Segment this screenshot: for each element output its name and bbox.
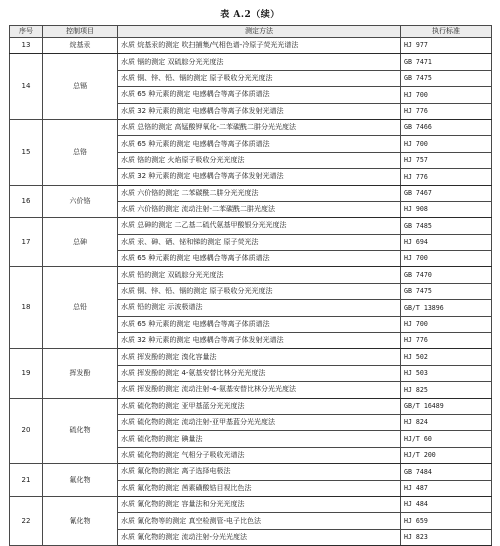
- cell-seq-no: 16: [10, 185, 43, 218]
- cell-method: 水质 六价铬的测定 二苯碳酰二肼分光光度法: [118, 185, 401, 201]
- cell-method: 水质 65 种元素的测定 电感耦合等离子体质谱法: [118, 316, 401, 332]
- cell-method: 水质 烷基汞的测定 吹扫捕集/气相色谱-冷原子荧光光谱法: [118, 38, 401, 54]
- cell-method: 水质 硫化物的测定 气相分子吸收光谱法: [118, 447, 401, 463]
- cell-seq-no: 15: [10, 119, 43, 185]
- cell-standard: HJ 776: [401, 333, 492, 349]
- cell-standard: GB/T 13896: [401, 300, 492, 316]
- cell-seq-no: 20: [10, 398, 43, 464]
- cell-standard: GB 7475: [401, 283, 492, 299]
- cell-method: 水质 六价铬的测定 流动注射-二苯碳酰二肼光度法: [118, 201, 401, 217]
- cell-control-item: 总镉: [43, 54, 118, 120]
- cell-standard: GB 7475: [401, 70, 492, 86]
- table-row: [10, 349, 492, 365]
- cell-control-item: 总铬: [43, 119, 118, 185]
- cell-standard: HJ/T 200: [401, 447, 492, 463]
- cell-control-item: 总砷: [43, 218, 118, 267]
- table-row: [10, 218, 492, 234]
- cell-method: 水质 硫化物的测定 碘量法: [118, 431, 401, 447]
- cell-standard: HJ 487: [401, 480, 492, 496]
- cell-standard: GB/T 16489: [401, 398, 492, 414]
- cell-seq-no: 13: [10, 38, 43, 54]
- table-row: [10, 54, 492, 70]
- cell-method: 水质 挥发酚的测定 流动注射-4-氨基安替比林分光光度法: [118, 382, 401, 398]
- cell-control-item: 六价铬: [43, 185, 118, 218]
- cell-seq-no: 14: [10, 54, 43, 120]
- header-method: 测定方法: [118, 26, 401, 38]
- cell-method: 水质 65 种元素的测定 电感耦合等离子体质谱法: [118, 87, 401, 103]
- cell-method: 水质 32 种元素的测定 电感耦合等离子体发射光谱法: [118, 169, 401, 185]
- table-row: [10, 496, 492, 512]
- cell-standard: HJ 484: [401, 496, 492, 512]
- cell-method: 水质 氰化物的测定 容量法和分光光度法: [118, 496, 401, 512]
- table-row: [10, 464, 492, 480]
- cell-method: 水质 硫化物的测定 流动注射-亚甲基蓝分光光度法: [118, 414, 401, 430]
- cell-method: 水质 铜、锌、铅、镉的测定 原子吸收分光光度法: [118, 70, 401, 86]
- cell-control-item: 挥发酚: [43, 349, 118, 398]
- cell-method: 水质 挥发酚的测定 4-氨基安替比林分光光度法: [118, 365, 401, 381]
- cell-method: 水质 铅的测定 示波极谱法: [118, 300, 401, 316]
- table-row: [10, 119, 492, 135]
- cell-standard: HJ 700: [401, 136, 492, 152]
- cell-seq-no: 22: [10, 496, 43, 545]
- cell-seq-no: 18: [10, 267, 43, 349]
- cell-method: 水质 氟化物的测定 茜素磺酸锆目视比色法: [118, 480, 401, 496]
- cell-standard: HJ 824: [401, 414, 492, 430]
- table-row: [10, 185, 492, 201]
- cell-method: 水质 总砷的测定 二乙基二硫代氨基甲酸银分光光度法: [118, 218, 401, 234]
- cell-method: 水质 总铬的测定 高锰酸钾氧化-二苯碳酰二肼分光光度法: [118, 119, 401, 135]
- cell-standard: HJ 659: [401, 513, 492, 529]
- cell-standard: GB 7466: [401, 119, 492, 135]
- cell-method: 水质 铬的测定 火焰原子吸收分光光度法: [118, 152, 401, 168]
- cell-method: 水质 镉的测定 双硫腙分光光度法: [118, 54, 401, 70]
- cell-control-item: 硫化物: [43, 398, 118, 464]
- table-body: [10, 38, 492, 546]
- cell-method: 水质 氟化物的测定 离子选择电极法: [118, 464, 401, 480]
- header-control-item: 控制项目: [43, 26, 118, 38]
- cell-standard: HJ 503: [401, 365, 492, 381]
- cell-standard: HJ 977: [401, 38, 492, 54]
- table-row: [10, 38, 492, 54]
- cell-standard: GB 7470: [401, 267, 492, 283]
- table-header-row: [10, 26, 492, 38]
- cell-method: 水质 32 种元素的测定 电感耦合等离子体发射光谱法: [118, 333, 401, 349]
- cell-control-item: 氟化物: [43, 464, 118, 497]
- cell-seq-no: 17: [10, 218, 43, 267]
- cell-standard: HJ 700: [401, 251, 492, 267]
- cell-standard: HJ 502: [401, 349, 492, 365]
- standards-table: [9, 25, 492, 546]
- cell-standard: GB 7467: [401, 185, 492, 201]
- cell-standard: HJ 823: [401, 529, 492, 545]
- cell-method: 水质 32 种元素的测定 电感耦合等离子体发射光谱法: [118, 103, 401, 119]
- cell-method: 水质 65 种元素的测定 电感耦合等离子体质谱法: [118, 251, 401, 267]
- cell-method: 水质 65 种元素的测定 电感耦合等离子体质谱法: [118, 136, 401, 152]
- cell-standard: HJ 908: [401, 201, 492, 217]
- cell-standard: HJ/T 60: [401, 431, 492, 447]
- cell-standard: HJ 700: [401, 87, 492, 103]
- table-row: [10, 398, 492, 414]
- cell-method: 水质 硫化物的测定 亚甲基蓝分光光度法: [118, 398, 401, 414]
- cell-method: 水质 汞、砷、硒、铋和锑的测定 原子荧光法: [118, 234, 401, 250]
- cell-standard: HJ 776: [401, 103, 492, 119]
- cell-seq-no: 19: [10, 349, 43, 398]
- cell-method: 水质 铅的测定 双硫腙分光光度法: [118, 267, 401, 283]
- cell-standard: GB 7471: [401, 54, 492, 70]
- table-caption: 表 A.2（续）: [220, 10, 280, 20]
- cell-method: 水质 氰化物等的测定 真空检测管-电子比色法: [118, 513, 401, 529]
- cell-method: 水质 挥发酚的测定 溴化容量法: [118, 349, 401, 365]
- cell-seq-no: 21: [10, 464, 43, 497]
- cell-control-item: 烷基汞: [43, 38, 118, 54]
- cell-standard: HJ 757: [401, 152, 492, 168]
- header-seq-no: 序号: [10, 26, 43, 38]
- cell-standard: HJ 825: [401, 382, 492, 398]
- cell-control-item: 总铅: [43, 267, 118, 349]
- cell-standard: HJ 776: [401, 169, 492, 185]
- cell-standard: GB 7485: [401, 218, 492, 234]
- cell-method: 水质 氰化物的测定 流动注射-分光光度法: [118, 529, 401, 545]
- cell-method: 水质 铜、锌、铅、镉的测定 原子吸收分光光度法: [118, 283, 401, 299]
- cell-standard: GB 7484: [401, 464, 492, 480]
- cell-standard: HJ 694: [401, 234, 492, 250]
- header-standard: 执行标准: [401, 26, 492, 38]
- cell-standard: HJ 700: [401, 316, 492, 332]
- table-row: [10, 267, 492, 283]
- cell-control-item: 氰化物: [43, 496, 118, 545]
